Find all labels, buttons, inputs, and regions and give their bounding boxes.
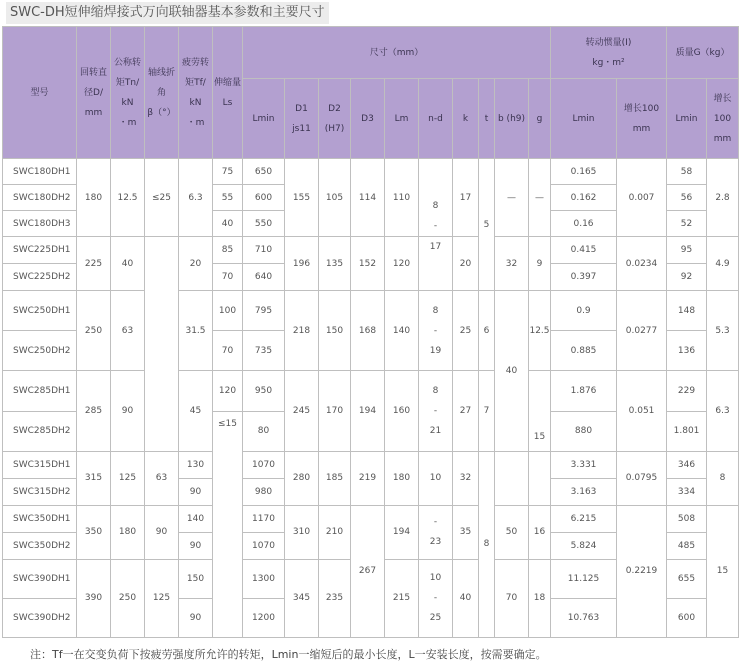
- model-cell: SWC350DH1: [3, 505, 77, 532]
- cell-k: 17: [453, 159, 479, 237]
- model-cell: SWC180DH3: [3, 211, 77, 237]
- header-d2: D2 (H7): [319, 79, 351, 159]
- cell-nd: 17: [419, 237, 453, 291]
- cell-tn: 180: [111, 505, 145, 559]
- cell-tn: 63: [111, 291, 145, 371]
- cell-inertia: 3.331: [551, 451, 617, 478]
- cell-d2: 135: [319, 237, 351, 291]
- cell-ls: 85: [213, 237, 243, 264]
- model-cell: SWC250DH2: [3, 331, 77, 371]
- header-lm: Lm: [385, 79, 419, 159]
- cell-d3: 267: [351, 505, 385, 637]
- cell-lmin: 1300: [243, 559, 285, 598]
- table-row: [3, 159, 739, 185]
- cell-mass: 52: [667, 211, 707, 237]
- footnote: 注：Tf一在交变负荷下按疲劳强度所允许的转矩，Lmin一缩短后的最小长度，L一安装长度，按需要确定。: [30, 648, 547, 661]
- cell-mass-inc: 15: [707, 505, 739, 637]
- cell-ls: 75: [213, 159, 243, 185]
- cell-lm: 140: [385, 291, 419, 371]
- cell-d1: 196: [285, 237, 319, 291]
- cell-lmin: 650: [243, 159, 285, 185]
- cell-mass: 600: [667, 598, 707, 637]
- table-row: [3, 371, 739, 411]
- cell-k: 25: [453, 291, 479, 371]
- cell-mass: 136: [667, 331, 707, 371]
- cell-mass-inc: 6.3: [707, 371, 739, 451]
- header-nd: n-d: [419, 79, 453, 159]
- header-nominal-torque: 公称转 矩Tn/ kN ・m: [111, 27, 145, 159]
- cell-d2: 235: [319, 559, 351, 637]
- header-d3: D3: [351, 79, 385, 159]
- cell-b: 50: [495, 505, 529, 559]
- cell-inertia-inc: 0.0277: [617, 291, 667, 371]
- cell-d1: 280: [285, 451, 319, 505]
- cell-d3: 194: [351, 371, 385, 451]
- cell-d: 285: [77, 371, 111, 451]
- cell-d2: 210: [319, 505, 351, 559]
- cell-d2: 105: [319, 159, 351, 237]
- cell-t: 8: [479, 451, 495, 637]
- cell-d1: 155: [285, 159, 319, 237]
- cell-nd: 8 -: [419, 159, 453, 237]
- cell-mass: 148: [667, 291, 707, 331]
- model-cell: SWC390DH1: [3, 559, 77, 598]
- cell-b: 32: [495, 237, 529, 291]
- cell-inertia: 1.876: [551, 371, 617, 411]
- cell-lmin: 1200: [243, 598, 285, 637]
- cell-mass: 346: [667, 451, 707, 478]
- model-cell: SWC390DH2: [3, 598, 77, 637]
- header-k: k: [453, 79, 479, 159]
- cell-ls: 120: [213, 371, 243, 411]
- cell-lmin: 600: [243, 185, 285, 211]
- cell-tn: 250: [111, 559, 145, 637]
- cell-inertia: 11.125: [551, 559, 617, 598]
- cell-lm: 120: [385, 237, 419, 291]
- cell-d: 390: [77, 559, 111, 637]
- cell-mass: 334: [667, 478, 707, 505]
- cell-mass-inc: 2.8: [707, 159, 739, 237]
- cell-d: 250: [77, 291, 111, 371]
- header-axis-angle: 轴线折 角 β（°）: [145, 27, 179, 159]
- cell-d: 225: [77, 237, 111, 291]
- header-t: t: [479, 79, 495, 159]
- cell-tf: 90: [145, 505, 179, 559]
- cell-inertia: 0.16: [551, 211, 617, 237]
- model-cell: SWC285DH2: [3, 411, 77, 451]
- cell-inertia-inc: 0.051: [617, 371, 667, 451]
- header-mass-inc: 增长 100 mm: [707, 79, 739, 159]
- cell-ls: 100: [213, 291, 243, 331]
- cell-nd: - 23: [419, 505, 453, 559]
- cell-ls: 150: [179, 559, 213, 598]
- cell-d3: 219: [351, 451, 385, 505]
- cell-beta-blank: [145, 237, 179, 451]
- cell-inertia-inc: 0.0234: [617, 237, 667, 291]
- cell-d3: 168: [351, 291, 385, 371]
- cell-lm: 110: [385, 159, 419, 237]
- cell-d3: 152: [351, 237, 385, 291]
- cell-lmin: 795: [243, 291, 285, 331]
- cell-d1: 245: [285, 371, 319, 451]
- spec-table-container: [2, 26, 738, 638]
- model-cell: SWC350DH2: [3, 532, 77, 559]
- cell-nd: 8 - 19: [419, 291, 453, 371]
- cell-g: 16: [529, 505, 551, 559]
- cell-b-blank: [495, 451, 529, 505]
- cell-mass: 229: [667, 371, 707, 411]
- cell-b: 40: [495, 291, 529, 451]
- cell-lmin: 880: [551, 411, 617, 451]
- cell-inertia: 0.9: [551, 291, 617, 331]
- cell-mass: 485: [667, 532, 707, 559]
- cell-g: 18: [529, 559, 551, 637]
- cell-inertia: 10.763: [551, 598, 617, 637]
- model-cell: SWC225DH1: [3, 237, 77, 264]
- cell-g: 15: [529, 371, 551, 451]
- model-cell: SWC315DH2: [3, 478, 77, 505]
- cell-inertia-inc: 0.007: [617, 159, 667, 237]
- cell-tn: 12.5: [111, 159, 145, 237]
- cell-d1: 218: [285, 291, 319, 371]
- cell-b: 70: [495, 559, 529, 637]
- cell-ls: 130: [179, 451, 213, 478]
- cell-mass: 655: [667, 559, 707, 598]
- cell-d: 315: [77, 451, 111, 505]
- table-row: [3, 505, 739, 532]
- spec-table: [2, 26, 739, 638]
- cell-t: 6: [479, 291, 495, 371]
- cell-mass: 56: [667, 185, 707, 211]
- header-lmin: Lmin: [243, 79, 285, 159]
- cell-inertia: 1.801: [667, 411, 707, 451]
- cell-d1: 345: [285, 559, 319, 637]
- header-mass: 质量G（kg）: [667, 27, 739, 79]
- header-inertia-lmin: Lmin: [551, 79, 617, 159]
- cell-ls: 40: [213, 211, 243, 237]
- cell-ls: 90: [179, 532, 213, 559]
- header-mass-lmin: Lmin: [667, 79, 707, 159]
- cell-d2: 170: [319, 371, 351, 451]
- cell-lm: 215: [385, 559, 419, 637]
- cell-d3: 114: [351, 159, 385, 237]
- page-title: SWC-DH短伸缩焊接式万向联轴器基本参数和主要尺寸: [6, 2, 329, 24]
- cell-lmin: 1070: [243, 532, 285, 559]
- cell-ls: 90: [179, 478, 213, 505]
- header-g: g: [529, 79, 551, 159]
- cell-b: —: [495, 159, 529, 237]
- header-inertia: 转动惯量(I) kg・m²: [551, 27, 667, 79]
- cell-lmin: 1070: [243, 451, 285, 478]
- header-telescopic: 伸缩量 Ls: [213, 27, 243, 159]
- cell-beta: ≤15: [213, 411, 243, 637]
- cell-inertia: 0.165: [551, 159, 617, 185]
- cell-ls: 90: [179, 598, 213, 637]
- model-cell: SWC225DH2: [3, 264, 77, 291]
- cell-tn: 125: [111, 451, 145, 505]
- cell-inertia: 5.824: [551, 532, 617, 559]
- model-cell: SWC315DH1: [3, 451, 77, 478]
- cell-lmin: 950: [243, 371, 285, 411]
- cell-mass-inc: 4.9: [707, 237, 739, 291]
- model-cell: SWC285DH1: [3, 371, 77, 411]
- cell-k: 40: [453, 559, 479, 637]
- cell-mass: 95: [667, 237, 707, 264]
- table-row: [3, 451, 739, 478]
- cell-inertia: 0.885: [551, 331, 617, 371]
- cell-tf: 6.3: [179, 159, 213, 237]
- header-row-1: [3, 27, 739, 79]
- cell-mass: 508: [667, 505, 707, 532]
- cell-g: 12.5: [529, 291, 551, 371]
- cell-ls: 70: [213, 331, 243, 371]
- cell-tf: 45: [179, 371, 213, 451]
- cell-inertia: 0.162: [551, 185, 617, 211]
- cell-inertia: 0.415: [551, 237, 617, 264]
- cell-g-blank: [529, 451, 551, 505]
- cell-lmin: 550: [243, 211, 285, 237]
- cell-d1: 310: [285, 505, 319, 559]
- cell-lm: 194: [385, 505, 419, 559]
- cell-tf: 63: [145, 451, 179, 505]
- cell-k: 27: [453, 371, 479, 451]
- cell-d2: 150: [319, 291, 351, 371]
- cell-ls: 140: [179, 505, 213, 532]
- cell-t: 7: [479, 371, 495, 451]
- cell-d: 180: [77, 159, 111, 237]
- model-cell: SWC180DH1: [3, 159, 77, 185]
- cell-beta: ≤25: [145, 159, 179, 237]
- model-cell: SWC250DH1: [3, 291, 77, 331]
- cell-tf: 31.5: [179, 291, 213, 371]
- header-dimensions: 尺寸（mm）: [243, 27, 551, 79]
- cell-lmin: 640: [243, 264, 285, 291]
- cell-tf: 20: [179, 237, 213, 291]
- cell-tn: 40: [111, 237, 145, 291]
- cell-mass: 58: [667, 159, 707, 185]
- cell-tf: 125: [145, 559, 179, 637]
- cell-nd: 10 - 25: [419, 559, 453, 637]
- cell-nd: 8 - 21: [419, 371, 453, 451]
- header-rotary-diameter: 回转直 径D/ mm: [77, 27, 111, 159]
- cell-lmin: 1170: [243, 505, 285, 532]
- cell-inertia-inc: 0.2219: [617, 505, 667, 637]
- cell-inertia: 3.163: [551, 478, 617, 505]
- cell-lmin: 980: [243, 478, 285, 505]
- cell-nd: 10: [419, 451, 453, 505]
- model-cell: SWC180DH2: [3, 185, 77, 211]
- cell-g: —: [529, 159, 551, 237]
- cell-lmin: 735: [243, 331, 285, 371]
- cell-k: 32: [453, 451, 479, 505]
- cell-k: 20: [453, 237, 479, 291]
- header-model: 型号: [3, 27, 77, 159]
- cell-inertia: 6.215: [551, 505, 617, 532]
- cell-mass-inc: 5.3: [707, 291, 739, 371]
- table-row: [3, 237, 739, 264]
- cell-k: 35: [453, 505, 479, 559]
- cell-ls: 55: [213, 185, 243, 211]
- cell-ls: 70: [213, 264, 243, 291]
- cell-g: 9: [529, 237, 551, 291]
- cell-ls: 80: [243, 411, 285, 451]
- header-fatigue-torque: 疲劳转 矩Tf/ kN ・m: [179, 27, 213, 159]
- header-b: b (h9): [495, 79, 529, 159]
- cell-tn: 90: [111, 371, 145, 451]
- cell-mass: 92: [667, 264, 707, 291]
- cell-t: 5: [479, 159, 495, 291]
- header-d1: D1 js11: [285, 79, 319, 159]
- cell-inertia: 0.397: [551, 264, 617, 291]
- cell-lm: 180: [385, 451, 419, 505]
- cell-d: 350: [77, 505, 111, 559]
- header-inertia-inc: 增长100 mm: [617, 79, 667, 159]
- cell-lmin: 710: [243, 237, 285, 264]
- cell-mass-inc: 8: [707, 451, 739, 505]
- cell-inertia-inc: 0.0795: [617, 451, 667, 505]
- cell-lm: 160: [385, 371, 419, 451]
- cell-d2: 185: [319, 451, 351, 505]
- table-row: [3, 291, 739, 331]
